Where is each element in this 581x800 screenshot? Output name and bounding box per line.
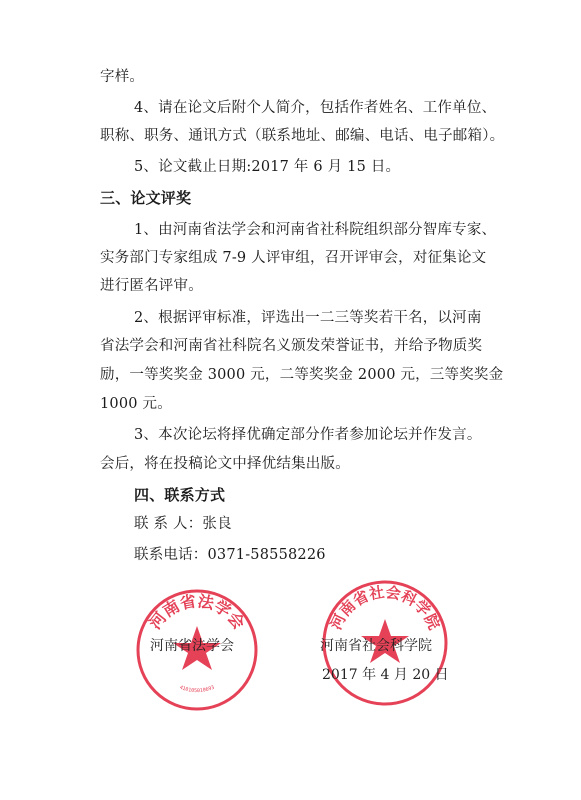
svg-text:410105010693 (179, 685, 216, 694)
text-line: 1000 元。 (100, 396, 172, 412)
signature-org-2: 河南省社会科学院 (320, 638, 432, 654)
seal1-number: 410105010693 (178, 684, 216, 695)
text-line: 实务部门专家组成 7-9 人评审组，召开评审会，对征集论文 (100, 250, 487, 266)
text-line: 1、由河南省法学会和河南省社科院组织部分智库专家、 (134, 222, 497, 238)
contact-person: 联 系 人：张良 (134, 516, 232, 532)
section-heading: 四、联系方式 (134, 486, 226, 504)
text-line: 字样。 (100, 69, 145, 85)
text-line: 会后，将在投稿论文中择优结集出版。 (100, 456, 350, 472)
text-line: 4、请在论文后附个人简介，包括作者姓名、工作单位、 (134, 100, 497, 116)
seal1-text: 河南省法学会 (145, 591, 249, 633)
text-line: 2、根据评审标准，评选出一二三等奖若干名，以河南 (134, 310, 482, 326)
text-line: 省法学会和河南省社科院名义颁发荣誉证书，并给予物质奖 (100, 338, 483, 354)
text-line: 励，一等奖奖金 3000 元，二等奖奖金 2000 元，三等奖奖金 (100, 367, 504, 383)
text-line: 职称、职务、通讯方式（联系地址、邮编、电话、电子邮箱）。 (100, 128, 505, 144)
signature-date: 2017 年 4 月 20 日 (322, 667, 449, 683)
text-line: 5、论文截止日期:2017 年 6 月 15 日。 (134, 159, 401, 175)
section-heading: 三、论文评奖 (100, 189, 192, 207)
seal2-text: 河南省社会科学院 (326, 583, 444, 633)
text-line: 3、本次论坛将择优确定部分作者参加论坛并作发言。 (134, 427, 482, 443)
text-line: 进行匿名评审。 (100, 278, 203, 294)
signature-org-1: 河南省法学会 (150, 638, 234, 654)
contact-phone: 联系电话：0371-58558226 (134, 547, 326, 563)
